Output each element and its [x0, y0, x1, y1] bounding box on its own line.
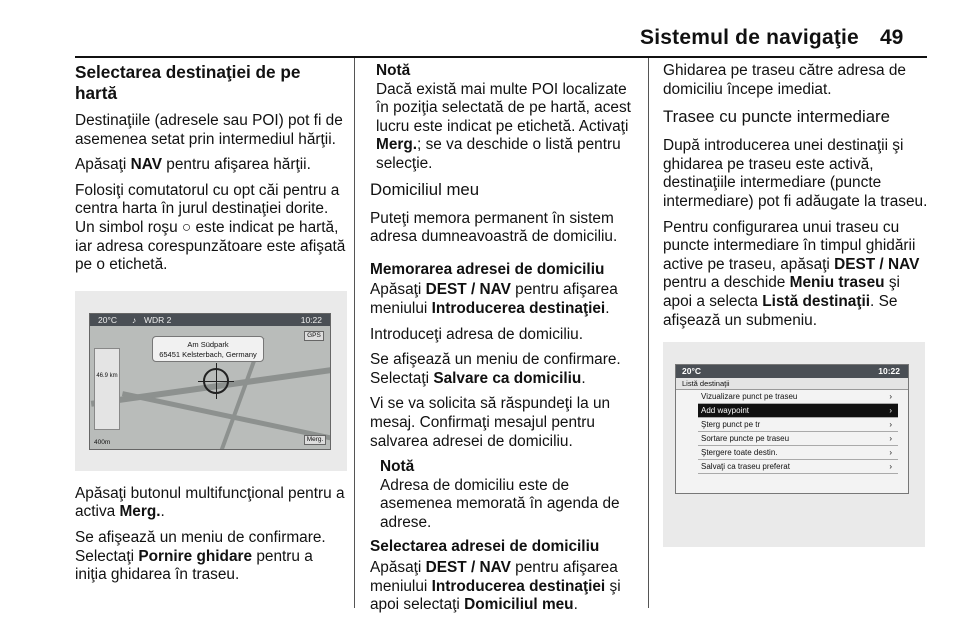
menu-screenshot-figure — [663, 342, 925, 547]
header-rule — [75, 56, 927, 58]
menu-item[interactable]: Vizualizare punct pe traseu › — [698, 390, 898, 404]
gps-button[interactable]: GPS — [304, 331, 324, 341]
destination-list-screen — [675, 364, 909, 494]
clock: 10:22 — [300, 314, 322, 325]
paragraph: Apăsaţi butonul multifuncţional pentru a activa Merg.. — [75, 484, 345, 521]
paragraph: După introducerea unei destinaţii şi ghidarea pe traseu este activă, destinaţiile intermediare (puncte intermediare) pot fi adăugate la traseu. — [663, 137, 928, 210]
section-heading: Domiciliul meu — [370, 179, 480, 199]
column-1 — [75, 62, 347, 592]
paragraph: Se afişează un meniu de confirmare. Selectaţi Salvare ca domiciliu. — [370, 351, 621, 387]
radio-station: WDR 2 — [144, 314, 172, 325]
paragraph: Apăsaţi DEST / NAV pentru afişarea meniului Introducerea destinaţiei şi apoi selectaţi Domiciliul meu. — [370, 559, 621, 614]
chevron-right-icon: › — [889, 406, 892, 416]
radio-icon: ♪ — [132, 314, 137, 325]
chevron-right-icon: › — [889, 462, 892, 472]
subheading: Memorarea adresei de domiciliu — [370, 260, 605, 278]
menu-item[interactable]: Add waypoint › — [698, 404, 898, 418]
chevron-right-icon: › — [889, 434, 892, 444]
crosshair-icon — [203, 368, 229, 394]
paragraph: Ghidarea pe traseu către adresa de domiciliu începe imediat. — [663, 62, 906, 98]
paragraph: Apăsaţi DEST / NAV pentru afişarea meniului Introducerea destinaţiei. — [370, 281, 618, 317]
paragraph: Puteţi memora permanent în sistem adresa dumneavoastră de domiciliu. — [370, 209, 618, 246]
chevron-right-icon: › — [889, 420, 892, 430]
paragraph: Folosiţi comutatorul cu opt căi pentru a centra harta în jurul destinaţiei dorite. Un simbol roşu ○ este indicat pe hartă, iar adresa corespunzătoare este afişată pe o etichetă. — [75, 181, 346, 274]
paragraph: Se afişează un meniu de confirmare. Selectaţi Pornire ghidare pentru a iniţia ghidarea în traseu. — [75, 528, 326, 584]
menu-item[interactable]: Şterg punct pe tr › — [698, 418, 898, 432]
paragraph: Destinaţiile (adresele sau POI) pot fi de asemenea setat prin intermediul hărţii. — [75, 112, 343, 148]
chevron-right-icon: › — [889, 448, 892, 458]
paragraph: Vi se va solicita să răspundeţi la un mesaj. Confirmaţi mesajul pentru salvarea adresei de domiciliu. — [370, 395, 611, 450]
menu-list — [676, 390, 908, 474]
menu-item[interactable]: Ştergere toate destin. › — [698, 446, 898, 460]
map-screen — [89, 313, 331, 450]
map-scale: 400m — [94, 438, 111, 446]
page-title: Sistemul de navigaţie — [640, 26, 859, 49]
paragraph: Apăsaţi NAV pentru afişarea hărţii. — [75, 156, 311, 174]
paragraph: Introduceţi adresa de domiciliu. — [370, 325, 584, 343]
map-status-bar — [90, 314, 330, 326]
map-screenshot-figure — [75, 291, 347, 471]
chevron-right-icon: › — [889, 392, 892, 402]
temperature: 20°C — [98, 314, 117, 325]
menu-item[interactable]: Salvaţi ca traseu preferat › — [698, 460, 898, 474]
note-box: Notă Adresa de domiciliu este de asemenea memorată în agenda de adrese. — [380, 458, 620, 531]
column-2 — [370, 62, 638, 622]
distance-panel: 46.9 km — [94, 348, 120, 430]
column-divider — [354, 58, 355, 608]
screen-status-bar: 20°C 10:22 — [676, 365, 908, 378]
note-box: Notă Dacă există mai multe POI localizate în poziţia selectată de pe hartă, acest lucru este indicat pe etichetă. Activaţi Merg.; se va deschide o listă pentru selecţie. — [376, 62, 631, 172]
merg-button[interactable]: Merg. — [304, 435, 326, 445]
paragraph: Pentru configurarea unui traseu cu puncte intermediare în timpul ghidării active pe traseu, apăsaţi DEST / NAV pentru a deschide Meniu traseu şi apoi a selecta Listă destinaţii. Se afişează un submeniu. — [663, 218, 920, 329]
section-heading: Trasee cu puncte intermediare — [663, 107, 890, 127]
column-divider — [648, 58, 649, 608]
screen-title: Listă destinaţii — [676, 378, 908, 390]
subheading: Selectarea adresei de domiciliu — [370, 538, 600, 556]
column-3 — [663, 62, 928, 547]
section-heading: Selectarea destinaţiei de pe hartă — [75, 62, 301, 103]
address-label: Am Südpark 65451 Kelsterbach, Germany — [152, 336, 264, 362]
page-number: 49 — [880, 26, 904, 49]
menu-item[interactable]: Sortare puncte pe traseu › — [698, 432, 898, 446]
